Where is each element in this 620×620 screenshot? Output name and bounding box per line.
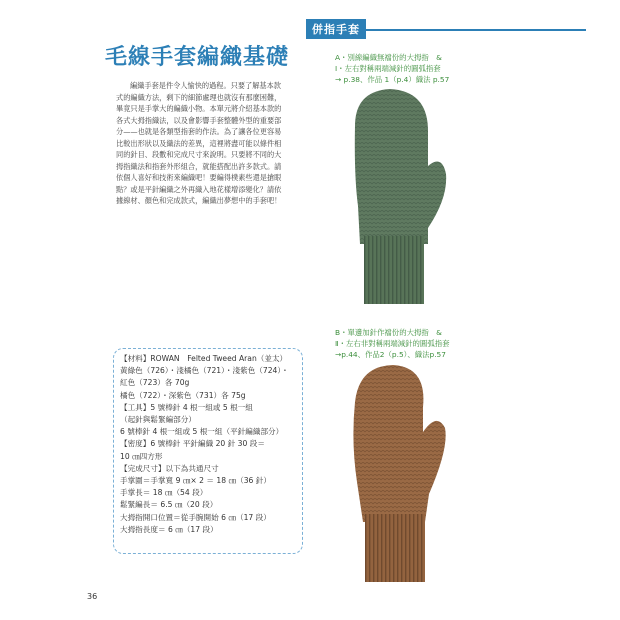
caption-a-line: A・別線編織無襠份的大拇指 & [335,53,442,62]
caption-b-line: →p.44、作品2（p.5）、織法p.57 [335,350,446,359]
materials-line: 鬆緊編長＝ 6.5 ㎝（20 段） [120,500,218,510]
caption-b [335,327,575,360]
section-tab: 併指手套 [306,19,366,39]
materials-line: 大拇指長度＝ 6 ㎝（17 段） [120,524,218,534]
caption-b-line: B・單邊加針作襠份的大拇指 & [335,328,442,337]
caption-a [335,52,575,85]
intro-paragraph: 編織手套是件令人愉快的過程。只要了解基本款式的編織方法，剩下的細節處理也就沒有那麼困難，畢竟只是手掌大的編織小物。本單元將介紹基本款的各式大拇指織法，以及會影響手套整體外型的重要部分——也就是各類型指套的作法。為了讓各位更容易比較出形狀以及織法的差異，這裡將盡可能以條件相同的針目、段數和完成尺寸來說明。只要將不同的大拇指織法和指套外形組合，就能搭配出許多款式。請依個人喜好和技術來編織吧！要編得樸素些還是搶眼點？或是平針編織之外再織入地花樣增添變化？請依據線材、顏色和完成款式，編織出夢想中的手套吧！ [116,81,282,205]
materials-line: 【完成尺寸】以下為共通尺寸 [120,463,219,473]
intro-text [116,80,286,207]
materials-line: 【工具】5 號棒針 4 根一組或 5 根一組 [120,402,253,412]
brown-mitten-image [345,362,455,584]
materials-line: 橘色（722）・深紫色（731）各 75g [120,390,246,400]
page-number: 36 [87,592,98,601]
materials-line: 大拇指開口位置＝從手腕開始 6 ㎝（17 段） [120,512,271,522]
caption-a-line: → p.38、作品 1（p.4）織法 p.57 [335,75,450,84]
section-divider [366,29,586,31]
caption-a-line: Ⅰ・左右對稱兩端減針的圓弧指套 [335,64,441,73]
materials-line: 手掌圍＝手掌寬 9 ㎝× 2 ＝ 18 ㎝（36 針） [120,476,271,486]
materials-box [113,348,303,554]
materials-line: 【密度】6 號棒針 平針編織 20 針 30 段＝ [120,439,265,449]
materials-line: 【材料】ROWAN Felted Tweed Aran（並太） [120,354,288,363]
page-title: 毛線手套編織基礎 [105,45,290,70]
green-mitten-image [340,86,450,306]
materials-line: 黃綠色（726）・淺橘色（721）・淺紫色（724）・ [120,366,289,376]
materials-line: 10 ㎝四方形 [120,451,163,461]
materials-line: 紅色（723）各 70g [120,378,190,388]
materials-line: 6 號棒針 4 根一組或 5 根一組（平針編織部分） [120,427,284,437]
caption-b-line: Ⅱ・左右非對稱兩端減針的圓弧指套 [335,339,450,348]
materials-line: 手掌長＝ 18 ㎝（54 段） [120,488,208,498]
materials-line: （起針與鬆緊編部分） [120,415,196,425]
